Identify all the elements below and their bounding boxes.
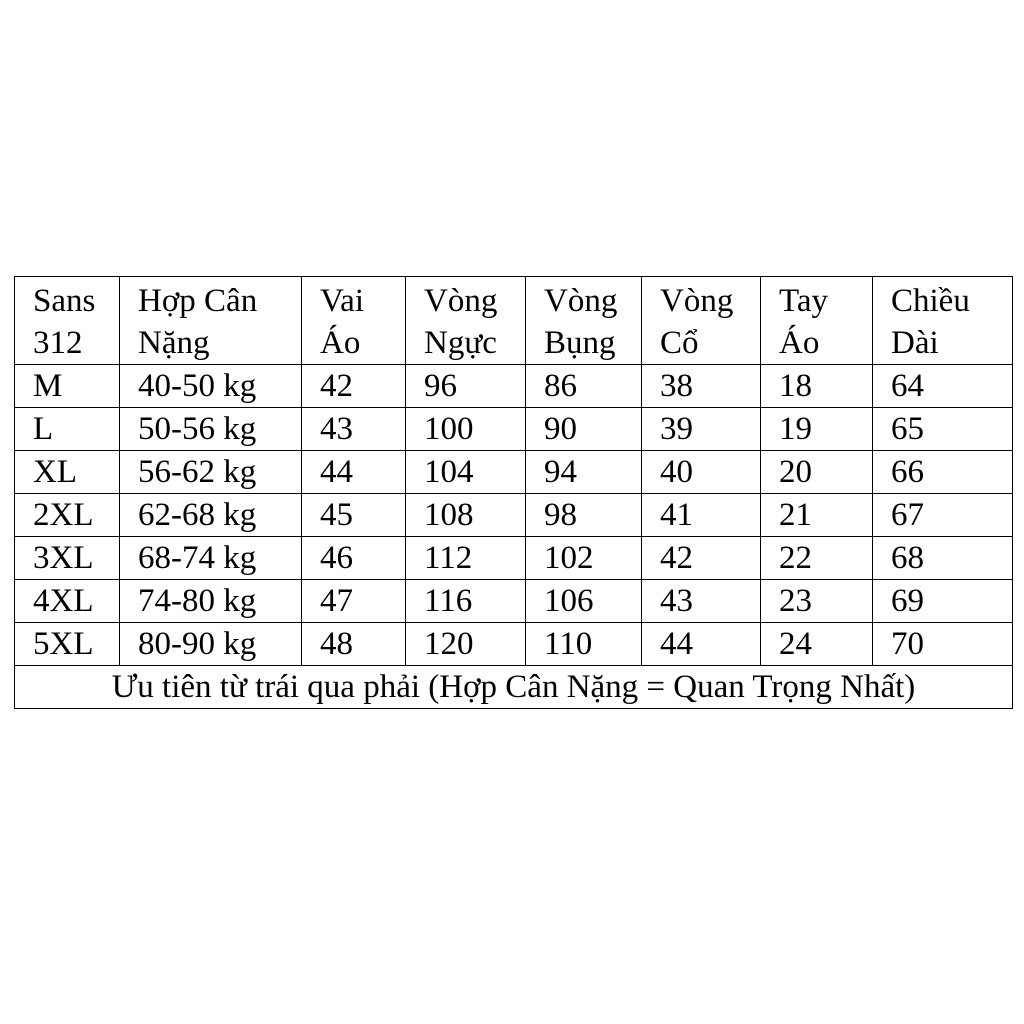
size-chart-table (14, 276, 1013, 709)
table-cell: 45 (302, 494, 406, 537)
table-cell: 43 (302, 408, 406, 451)
table-cell: 62-68 kg (120, 494, 302, 537)
table-cell: 96 (406, 365, 526, 408)
table-cell: 38 (642, 365, 761, 408)
table-cell: 64 (873, 365, 1013, 408)
table-cell: 74-80 kg (120, 580, 302, 623)
table-cell: 68-74 kg (120, 537, 302, 580)
table-cell: 108 (406, 494, 526, 537)
table-cell: 66 (873, 451, 1013, 494)
table-cell: 39 (642, 408, 761, 451)
header-cell-size: Sans 312 (15, 277, 120, 365)
table-cell: 65 (873, 408, 1013, 451)
table-cell: 19 (761, 408, 873, 451)
table-row (15, 537, 1013, 580)
table-cell: 116 (406, 580, 526, 623)
table-cell: 104 (406, 451, 526, 494)
table-cell: 42 (642, 537, 761, 580)
header-row (15, 277, 1013, 365)
priority-note: Ưu tiên từ trái qua phải (Hợp Cân Nặng = Quan Trọng Nhất) (15, 666, 1013, 709)
header-cell-waist: Vòng Bụng (526, 277, 642, 365)
table-cell: 69 (873, 580, 1013, 623)
table-cell: 48 (302, 623, 406, 666)
table-cell: 3XL (15, 537, 120, 580)
table-cell: 102 (526, 537, 642, 580)
table-cell: 44 (302, 451, 406, 494)
header-cell-chest: Vòng Ngực (406, 277, 526, 365)
table-row (15, 623, 1013, 666)
table-row (15, 580, 1013, 623)
table-cell: 24 (761, 623, 873, 666)
table-cell: L (15, 408, 120, 451)
table-cell: 112 (406, 537, 526, 580)
table-cell: 110 (526, 623, 642, 666)
table-cell: 40-50 kg (120, 365, 302, 408)
table-cell: 4XL (15, 580, 120, 623)
table-cell: 21 (761, 494, 873, 537)
table-cell: 40 (642, 451, 761, 494)
table-cell: 67 (873, 494, 1013, 537)
table-cell: 42 (302, 365, 406, 408)
table-cell: 2XL (15, 494, 120, 537)
table-cell: 120 (406, 623, 526, 666)
table-cell: 41 (642, 494, 761, 537)
header-cell-shoulder: Vai Áo (302, 277, 406, 365)
table-cell: 47 (302, 580, 406, 623)
table-cell: 22 (761, 537, 873, 580)
note-row (15, 666, 1013, 709)
table-cell: 44 (642, 623, 761, 666)
table-cell: 90 (526, 408, 642, 451)
table-cell: 5XL (15, 623, 120, 666)
table-row (15, 365, 1013, 408)
header-cell-length: Chiều Dài (873, 277, 1013, 365)
table-cell: 50-56 kg (120, 408, 302, 451)
table-cell: 106 (526, 580, 642, 623)
table-cell: 98 (526, 494, 642, 537)
table-cell: 80-90 kg (120, 623, 302, 666)
table-cell: 94 (526, 451, 642, 494)
table-row (15, 408, 1013, 451)
table-row (15, 494, 1013, 537)
table-cell: XL (15, 451, 120, 494)
table-row (15, 451, 1013, 494)
table-cell: 46 (302, 537, 406, 580)
table-cell: 18 (761, 365, 873, 408)
table-cell: 23 (761, 580, 873, 623)
table-cell: 20 (761, 451, 873, 494)
table-cell: 86 (526, 365, 642, 408)
table-cell: 43 (642, 580, 761, 623)
header-cell-neck: Vòng Cổ (642, 277, 761, 365)
table-cell: 100 (406, 408, 526, 451)
header-cell-sleeve: Tay Áo (761, 277, 873, 365)
table-cell: 56-62 kg (120, 451, 302, 494)
header-cell-weight: Hợp Cân Nặng (120, 277, 302, 365)
table-cell: 68 (873, 537, 1013, 580)
table-cell: 70 (873, 623, 1013, 666)
table-cell: M (15, 365, 120, 408)
